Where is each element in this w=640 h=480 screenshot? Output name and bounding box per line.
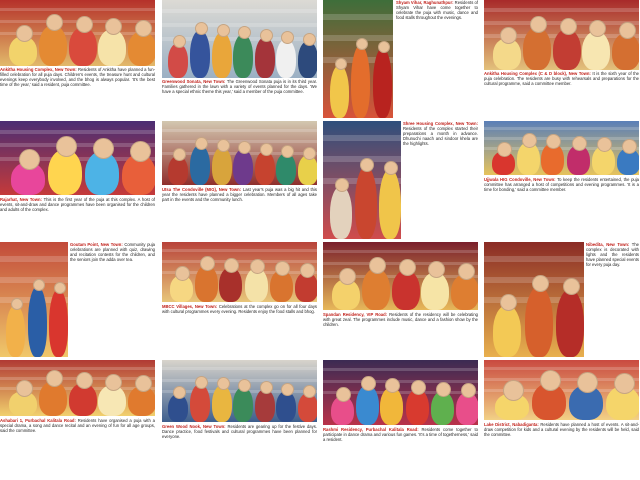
article-heading: Green Wood Nook, New Town: xyxy=(162,424,226,429)
figure-shape xyxy=(28,286,47,357)
face-shape xyxy=(540,370,561,391)
face-shape xyxy=(356,38,368,50)
decoration-stripe xyxy=(323,14,393,20)
article-tile xyxy=(323,0,478,118)
figure-shape xyxy=(233,387,253,422)
decoration-stripe xyxy=(323,380,478,383)
face-shape xyxy=(339,268,356,285)
article-body: Community puja celebrations are planned with quiz, drawing and recitation contests for the children, and the seniors join the adda over tea. xyxy=(70,242,155,263)
article-body: The Greenwood Sonata puja is in its third year. Families gathered in the lawn with a variety of events planned for the days. 'We have a special ethnic theme this year,' said a member of the puja committee. xyxy=(162,79,317,95)
decoration-stripe xyxy=(0,8,155,11)
face-shape xyxy=(173,148,186,161)
decoration-stripe xyxy=(0,367,155,370)
article-tile xyxy=(0,0,155,118)
face-shape xyxy=(11,298,23,310)
decoration-stripe xyxy=(323,368,478,371)
article-heading: Lake District, Nabadiganta: xyxy=(484,422,539,427)
face-shape xyxy=(195,137,208,150)
figure-shape xyxy=(553,29,581,70)
article-heading: Greenwood Sonata, New Town: xyxy=(162,79,226,84)
article-caption xyxy=(0,418,155,480)
article-caption xyxy=(586,242,639,357)
face-shape xyxy=(597,137,612,152)
article-heading: Spandan Residency, VIP Road: xyxy=(323,312,388,317)
face-shape xyxy=(399,259,416,276)
puja-photo xyxy=(323,242,478,310)
decoration-stripe xyxy=(323,135,401,141)
article-tile xyxy=(323,360,478,480)
figure-shape xyxy=(168,43,188,78)
decoration-stripe xyxy=(162,367,317,370)
face-shape xyxy=(76,16,93,33)
figure-shape xyxy=(39,25,67,66)
face-shape xyxy=(378,41,390,53)
figure-shape xyxy=(351,45,370,118)
face-shape xyxy=(33,279,45,291)
face-shape xyxy=(224,258,239,273)
article-tile xyxy=(323,242,478,357)
face-shape xyxy=(275,261,290,276)
face-shape xyxy=(303,147,316,160)
article-caption xyxy=(484,177,639,239)
face-shape xyxy=(238,141,251,154)
article-heading: Ankitha Housing Complex, New Town: xyxy=(0,67,77,72)
decoration-stripe xyxy=(484,8,639,12)
article-caption xyxy=(484,422,639,480)
face-shape xyxy=(572,136,587,151)
face-shape xyxy=(577,372,598,393)
article-body: It is the sixth year of the puja celebration. The residents are busy with rehearsals and preparations for the cultural programme, said a committee member. xyxy=(484,71,639,87)
puja-photo xyxy=(162,0,317,78)
decoration-stripe xyxy=(484,256,584,262)
face-shape xyxy=(360,158,374,172)
figure-shape xyxy=(373,48,392,118)
figure-shape xyxy=(233,149,253,185)
face-shape xyxy=(238,26,251,39)
figure-shape xyxy=(362,268,390,310)
figure-shape xyxy=(330,186,352,239)
puja-photo xyxy=(0,121,155,195)
face-shape xyxy=(500,294,517,311)
article-body: Residents of the residency will be celebrating with great zeal. The programmes include music, dance and a fashion show by the children. xyxy=(323,312,478,328)
figure-shape xyxy=(379,169,401,239)
puja-photo xyxy=(162,242,317,302)
figure-shape xyxy=(190,30,210,78)
face-shape xyxy=(130,141,151,162)
article-tile xyxy=(484,0,639,118)
puja-photo xyxy=(323,121,401,239)
figure-shape xyxy=(212,32,232,78)
face-shape xyxy=(260,29,273,42)
decoration-stripe xyxy=(484,137,639,140)
face-shape xyxy=(436,382,451,397)
face-shape xyxy=(361,376,376,391)
decoration-stripe xyxy=(162,249,317,252)
face-shape xyxy=(46,370,63,387)
decoration-stripe xyxy=(484,367,639,370)
article-heading: Shyam Vihar, Raghunathpur: xyxy=(396,0,454,5)
face-shape xyxy=(281,383,294,396)
figure-shape xyxy=(255,37,275,78)
puja-photo xyxy=(0,242,68,357)
decoration-stripe xyxy=(323,250,478,253)
puja-photo xyxy=(162,121,317,185)
face-shape xyxy=(46,14,63,31)
figure-shape xyxy=(392,270,420,310)
face-shape xyxy=(16,25,33,42)
figure-shape xyxy=(190,384,210,422)
article-caption xyxy=(323,427,478,480)
figure-shape xyxy=(212,385,232,422)
face-shape xyxy=(56,136,77,157)
article-body: Residents of the complex started their preparations a month in advance. Dhunuchi naach and sindoor khela are the highlights. xyxy=(403,126,478,147)
face-shape xyxy=(563,278,580,295)
face-shape xyxy=(369,257,386,274)
article-body: Last year's puja was a big hit and this year the residents have planned a bigger celebration. Members of all ages take part in the events and the community lunch. xyxy=(162,187,317,203)
face-shape xyxy=(105,18,122,35)
face-shape xyxy=(385,378,400,393)
face-shape xyxy=(458,263,475,280)
face-shape xyxy=(135,20,152,37)
article-body: Residents have organised a puja with a special drama, a song and dance recital and an evening of fun for all age groups, said the committee. xyxy=(0,418,155,434)
face-shape xyxy=(546,134,561,149)
face-shape xyxy=(530,16,547,33)
face-shape xyxy=(335,58,347,70)
face-shape xyxy=(76,372,93,389)
article-body: Residents have planned a host of events. A sit-and-draw competition for kids and a cultural evening by the residents will be held, said the committee. xyxy=(484,422,639,438)
article-body: Residents come together to participate in dance drama and various fun games. 'It's a time of togetherness,' said a resident. xyxy=(323,427,478,443)
article-caption xyxy=(0,197,155,239)
face-shape xyxy=(16,380,33,397)
article-tile xyxy=(0,242,155,357)
article-caption xyxy=(484,71,639,118)
face-shape xyxy=(336,387,351,402)
face-shape xyxy=(238,379,251,392)
decoration-stripe xyxy=(0,130,155,134)
face-shape xyxy=(300,263,315,278)
face-shape xyxy=(217,24,230,37)
figure-shape xyxy=(556,289,584,357)
puja-photo xyxy=(323,360,478,425)
article-tile xyxy=(323,121,478,239)
article-tile xyxy=(484,121,639,239)
article-caption xyxy=(162,424,317,480)
article-tile xyxy=(0,121,155,239)
face-shape xyxy=(93,138,114,159)
figure-shape xyxy=(233,34,253,78)
puja-photo xyxy=(323,0,393,118)
face-shape xyxy=(622,139,637,154)
face-shape xyxy=(217,139,230,152)
article-caption xyxy=(403,121,478,239)
figure-shape xyxy=(525,286,553,357)
face-shape xyxy=(335,178,349,192)
article-tile xyxy=(162,0,317,118)
face-shape xyxy=(195,22,208,35)
face-shape xyxy=(135,375,152,392)
article-caption xyxy=(162,79,317,118)
face-shape xyxy=(303,33,316,46)
figure-shape xyxy=(298,41,317,78)
article-body: Celebrations at the complex go on for all four days with cultural programmes every evening. Residents enjoy the food stalls and bhog. xyxy=(162,304,317,315)
face-shape xyxy=(200,256,215,271)
article-heading: Rashmi Residency, Purbachal Kalitala Road: xyxy=(323,427,419,432)
article-body: To keep the residents entertained, the puja committee has arranged a host of competitions and evening programmes. 'It is a time for bonding,' said a committee member. xyxy=(484,177,639,193)
article-heading: Ashabari 1, Purbachal Kalitala Road: xyxy=(0,418,76,423)
article-heading: Utsa The Condoville (MIG), New Town: xyxy=(162,187,242,192)
article-tile xyxy=(484,242,639,357)
face-shape xyxy=(619,22,636,39)
figure-shape xyxy=(190,145,210,185)
article-tile xyxy=(0,360,155,480)
article-body: Residents of Shyam Vihar have come together to celebrate the puja with music, dance and food stalls throughout the evenings. xyxy=(396,0,478,21)
face-shape xyxy=(250,259,265,274)
decoration-stripe xyxy=(484,127,639,130)
article-tile xyxy=(484,360,639,480)
article-heading: Ujjwala HIG Condoville, New Town: xyxy=(484,177,556,182)
figure-shape xyxy=(493,305,521,357)
face-shape xyxy=(173,386,186,399)
decoration-stripe xyxy=(162,9,317,13)
face-shape xyxy=(497,142,512,157)
puja-photo xyxy=(484,0,639,70)
article-heading: Nibedita, New Town: xyxy=(586,242,630,247)
face-shape xyxy=(303,385,316,398)
puja-photo xyxy=(484,242,584,357)
puja-photo xyxy=(0,0,155,66)
article-heading: Ankitha Housing Complex (C & D block), New Town: xyxy=(484,71,591,76)
figure-shape xyxy=(49,289,68,357)
article-body: This is the first year of the puja at this complex. A host of events, sit-and-draw and dance programmes have been organised for the children and adults of the complex. xyxy=(0,197,155,213)
article-body: The complex is decorated with lights and the residents have planned special events for every puja day. xyxy=(586,242,639,268)
article-heading: Goutam Point, New Town: xyxy=(70,242,123,247)
face-shape xyxy=(461,383,476,398)
article-caption xyxy=(162,304,317,357)
figure-shape xyxy=(6,305,25,357)
face-shape xyxy=(54,282,66,294)
puja-photo xyxy=(484,121,639,175)
article-caption xyxy=(162,187,317,239)
figure-shape xyxy=(523,27,551,70)
face-shape xyxy=(173,35,186,48)
face-shape xyxy=(175,266,190,281)
decoration-stripe xyxy=(162,129,317,132)
figure-shape xyxy=(212,147,232,185)
article-heading: Shree Housing Complex, New Town: xyxy=(403,121,478,126)
face-shape xyxy=(560,18,577,35)
face-shape xyxy=(281,31,294,44)
article-body: Residents are gearing up for the festive days. Dance practice, food festivals and cultural programmes have been planned for everyone. xyxy=(162,424,317,440)
article-tile xyxy=(162,360,317,480)
face-shape xyxy=(281,145,294,158)
article-tile xyxy=(162,242,317,357)
face-shape xyxy=(260,381,273,394)
face-shape xyxy=(522,133,537,148)
figure-shape xyxy=(355,166,377,239)
decoration-stripe xyxy=(162,260,317,263)
article-body: Residents of Ankitha have planned a fun-filled celebration for all puja days. Children's events, the treasure hunt and cultural evenings keep everybody involved, and the bhog is always popular. 'It's the best time of the year,' said a resident, puja committee. xyxy=(0,67,155,88)
article-caption xyxy=(0,67,155,118)
face-shape xyxy=(260,143,273,156)
figure-shape xyxy=(356,385,379,425)
face-shape xyxy=(19,149,40,170)
figure-shape xyxy=(330,65,349,118)
face-shape xyxy=(503,380,524,401)
face-shape xyxy=(532,275,549,292)
puja-photo xyxy=(484,360,639,420)
article-heading: MBCC Villages, New Town: xyxy=(162,304,218,309)
puja-photo xyxy=(0,360,155,416)
figure-shape xyxy=(276,39,296,78)
article-tile xyxy=(162,121,317,239)
face-shape xyxy=(614,373,635,394)
face-shape xyxy=(589,20,606,37)
face-shape xyxy=(411,380,426,395)
article-caption xyxy=(396,0,478,118)
puja-photo xyxy=(162,360,317,422)
decoration-stripe xyxy=(0,256,68,262)
face-shape xyxy=(500,27,517,44)
face-shape xyxy=(195,376,208,389)
article-heading: Rajarhat, New Town: xyxy=(0,197,42,202)
face-shape xyxy=(105,374,122,391)
face-shape xyxy=(428,261,445,278)
article-caption xyxy=(323,312,478,357)
face-shape xyxy=(384,161,398,175)
figure-shape xyxy=(255,151,275,185)
face-shape xyxy=(217,377,230,390)
article-caption xyxy=(70,242,155,357)
